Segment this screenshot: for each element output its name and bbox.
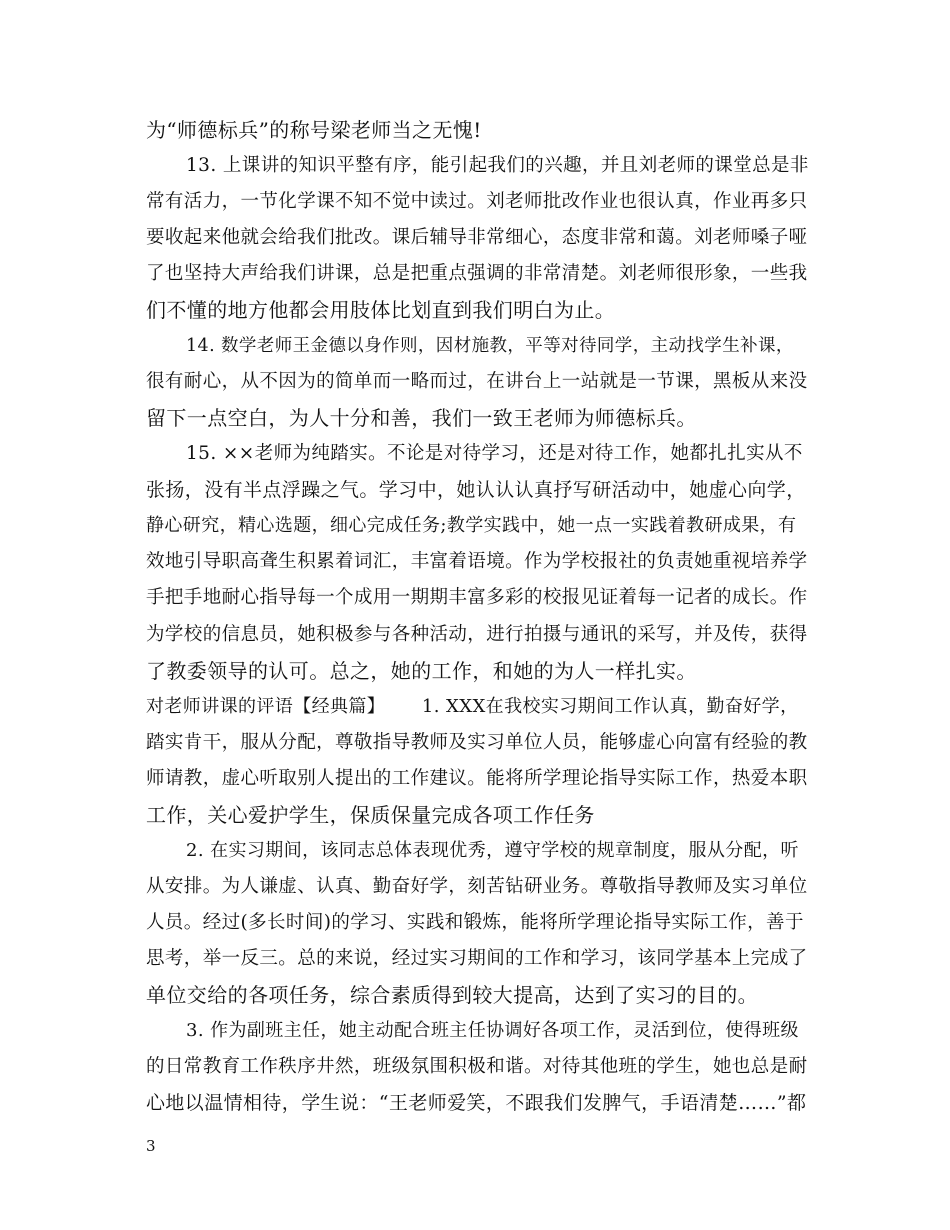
text-line: 了教委领导的认可。总之，她的工作，和她的为人一样扎实。 bbox=[146, 659, 697, 683]
text-line: 踏实肯干，服从分配，尊敬指导教师及实习单位人员，能够虚心向富有经验的教 bbox=[146, 732, 808, 753]
text-line: 人员。经过(多长时间)的学习、实践和锻炼，能将所学理论指导实际工作，善于 bbox=[146, 912, 804, 933]
page-number: 3 bbox=[146, 1137, 156, 1155]
section-heading-line: 对老师讲课的评语【经典篇】 1. XXX在我校实习期间工作认真，勤奋好学， bbox=[146, 696, 799, 717]
text-line: 了也坚持大声给我们讲课，总是把重点强调的非常清楚。刘老师很形象，一些我 bbox=[146, 263, 808, 284]
text-line: 要收起来他就会给我们批改。课后辅导非常细心，态度非常和蔼。刘老师嗓子哑 bbox=[146, 227, 808, 248]
text-line: 心地以温情相待，学生说：“王老师爱笑，不跟我们发脾气，手语清楚……”都 bbox=[146, 1092, 807, 1114]
text-line: 留下一点空白，为人十分和善，我们一致王老师为师德标兵。 bbox=[146, 406, 697, 430]
paragraph-2-start: 2. 在实习期间，该同志总体表现优秀，遵守学校的规章制度，服从分配，听 bbox=[186, 840, 799, 861]
text-line: 效地引导职高聋生积累着词汇，丰富着语境。作为学校报社的负责她重视培养学 bbox=[146, 551, 808, 572]
paragraph-15-start: 15. ××老师为纯踏实。不论是对待学习，还是对待工作，她都扎扎实从不 bbox=[186, 443, 803, 464]
text-line: 的日常教育工作秩序井然，班级氛围积极和谐。对待其他班的学生，她也总是耐 bbox=[146, 1056, 808, 1077]
paragraph-3-start: 3. 作为副班主任，她主动配合班主任协调好各项工作，灵活到位，使得班级 bbox=[186, 1020, 799, 1041]
text-line: 静心研究，精心选题，细心完成任务;教学实践中，她一点一实践着教研成果，有 bbox=[146, 515, 797, 536]
text-line: 从安排。为人谦虚、认真、勤奋好学，刻苦钻研业务。尊敬指导教师及实习单位 bbox=[146, 876, 808, 897]
text-line: 张扬，没有半点浮躁之气。学习中，她认认认真抒写研活动中，她虚心向学， bbox=[146, 479, 806, 501]
text-line: 手把手地耐心指导每一个成用一期期丰富多彩的校报见证着每一记者的成长。作 bbox=[146, 587, 808, 608]
text-line: 单位交给的各项任务，综合素质得到较大提高，达到了实习的目的。 bbox=[146, 983, 758, 1007]
text-line: 为学校的信息员，她积极参与各种活动，进行拍摄与通讯的采写，并及传，获得 bbox=[146, 624, 808, 645]
text-line: 常有活力，一节化学课不知不觉中读过。刘老师批改作业也很认真，作业再多只 bbox=[146, 191, 808, 212]
paragraph-14-start: 14. 数学老师王金德以身作则，因材施教，平等对待同学，主动找学生补课， bbox=[186, 336, 794, 356]
text-line: 思考，举一反三。总的来说，经过实习期间的工作和学习，该同学基本上完成了 bbox=[146, 948, 808, 969]
text-line: 师请教，虚心听取别人提出的工作建议。能将所学理论指导实际工作，热爱本职 bbox=[146, 768, 808, 789]
text-line: 为“师德标兵”的称号梁老师当之无愧! bbox=[146, 118, 482, 142]
paragraph-13-start: 13. 上课讲的知识平整有序，能引起我们的兴趣，并且刘老师的课堂总是非 bbox=[186, 155, 809, 176]
text-line: 们不懂的地方他都会用肢体比划直到我们明白为止。 bbox=[146, 298, 616, 322]
text-line: 工作，关心爱护学生，保质保量完成各项工作任务 bbox=[146, 803, 595, 827]
text-line: 很有耐心，从不因为的简单而一略而过，在讲台上一站就是一节课，黑板从来没 bbox=[146, 371, 808, 392]
